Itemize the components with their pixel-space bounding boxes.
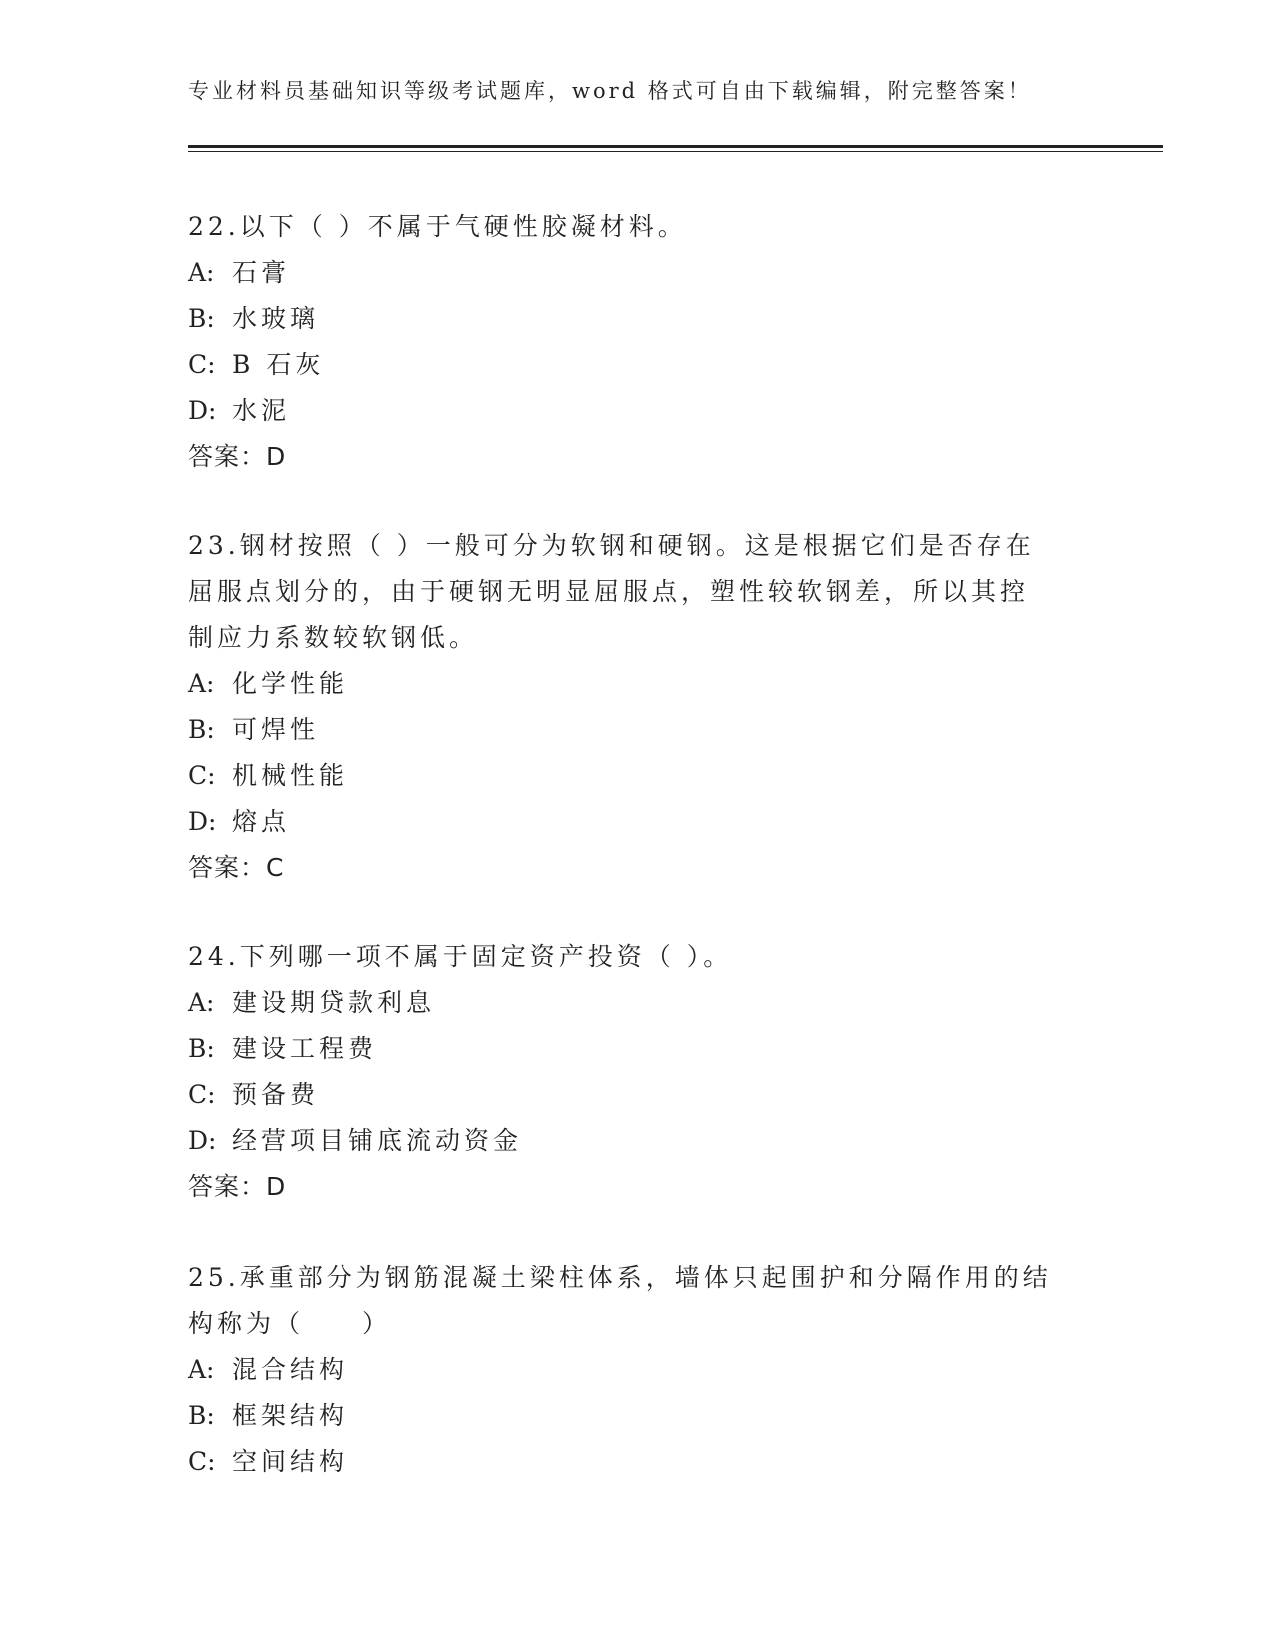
option-letter: C: (188, 350, 216, 379)
option-letter: B: (188, 1034, 215, 1063)
option-letter: A: (188, 1355, 215, 1384)
option-text: 建设工程费 (232, 1034, 378, 1063)
option-c (188, 753, 1088, 799)
option-a (188, 1347, 1088, 1393)
option-text: 经营项目铺底流动资金 (232, 1126, 523, 1155)
question-23 (188, 523, 1088, 891)
option-letter: D: (188, 1126, 217, 1155)
question-text: 24.下列哪一项不属于固定资产投资（ ）。 (188, 942, 733, 971)
option-letter: A: (188, 258, 215, 287)
option-letter: D: (188, 807, 217, 836)
option-text: 混合结构 (232, 1355, 349, 1384)
option-text: 水玻璃 (232, 304, 320, 333)
option-c (188, 1072, 1088, 1118)
option-b (188, 1026, 1088, 1072)
option-letter: B: (188, 1401, 215, 1430)
option-letter: B: (188, 304, 215, 333)
option-letter: A: (188, 988, 215, 1017)
option-text: 熔点 (232, 807, 291, 836)
option-text: 石膏 (232, 258, 291, 287)
question-text: 23.钢材按照（ ）一般可分为软钢和硬钢。这是根据它们是否存在屈服点划分的，由于硬钢无明显屈服点，塑性较软钢差，所以其控制应力系数较软钢低。 (188, 531, 1035, 652)
answer-line: 答案：C (188, 853, 285, 882)
option-d (188, 388, 1088, 434)
option-a (188, 661, 1088, 707)
option-letter: C: (188, 761, 216, 790)
question-22 (188, 204, 1088, 480)
option-a (188, 980, 1088, 1026)
header-divider-thin (188, 151, 1163, 152)
option-d (188, 799, 1088, 845)
question-24 (188, 934, 1088, 1210)
option-c (188, 342, 1088, 388)
option-b (188, 296, 1088, 342)
header-divider-thick (188, 145, 1163, 148)
option-text: 建设期贷款利息 (232, 988, 436, 1017)
option-b (188, 1393, 1088, 1439)
answer-line: 答案：D (188, 1172, 287, 1201)
option-text: 化学性能 (232, 669, 349, 698)
option-letter: B: (188, 715, 215, 744)
option-text: 机械性能 (232, 761, 349, 790)
option-letter: D: (188, 396, 217, 425)
question-text: 25.承重部分为钢筋混凝土梁柱体系，墙体只起围护和分隔作用的结构称为（ ） (188, 1263, 1052, 1338)
option-text: 预备费 (232, 1080, 320, 1109)
option-d (188, 1118, 1088, 1164)
question-text: 22.以下（ ）不属于气硬性胶凝材料。 (188, 212, 687, 241)
option-text: 水泥 (232, 396, 291, 425)
option-text: 可焊性 (232, 715, 320, 744)
option-letter: A: (188, 669, 215, 698)
option-text: 框架结构 (232, 1401, 349, 1430)
option-text: 空间结构 (232, 1447, 349, 1476)
option-text: B 石灰 (232, 350, 325, 379)
option-a (188, 250, 1088, 296)
option-b (188, 707, 1088, 753)
question-25 (188, 1255, 1088, 1485)
option-letter: C: (188, 1447, 216, 1476)
option-letter: C: (188, 1080, 216, 1109)
answer-line: 答案：D (188, 442, 287, 471)
option-c (188, 1439, 1088, 1485)
document-header: 专业材料员基础知识等级考试题库，word 格式可自由下载编辑，附完整答案！ (188, 79, 1032, 103)
